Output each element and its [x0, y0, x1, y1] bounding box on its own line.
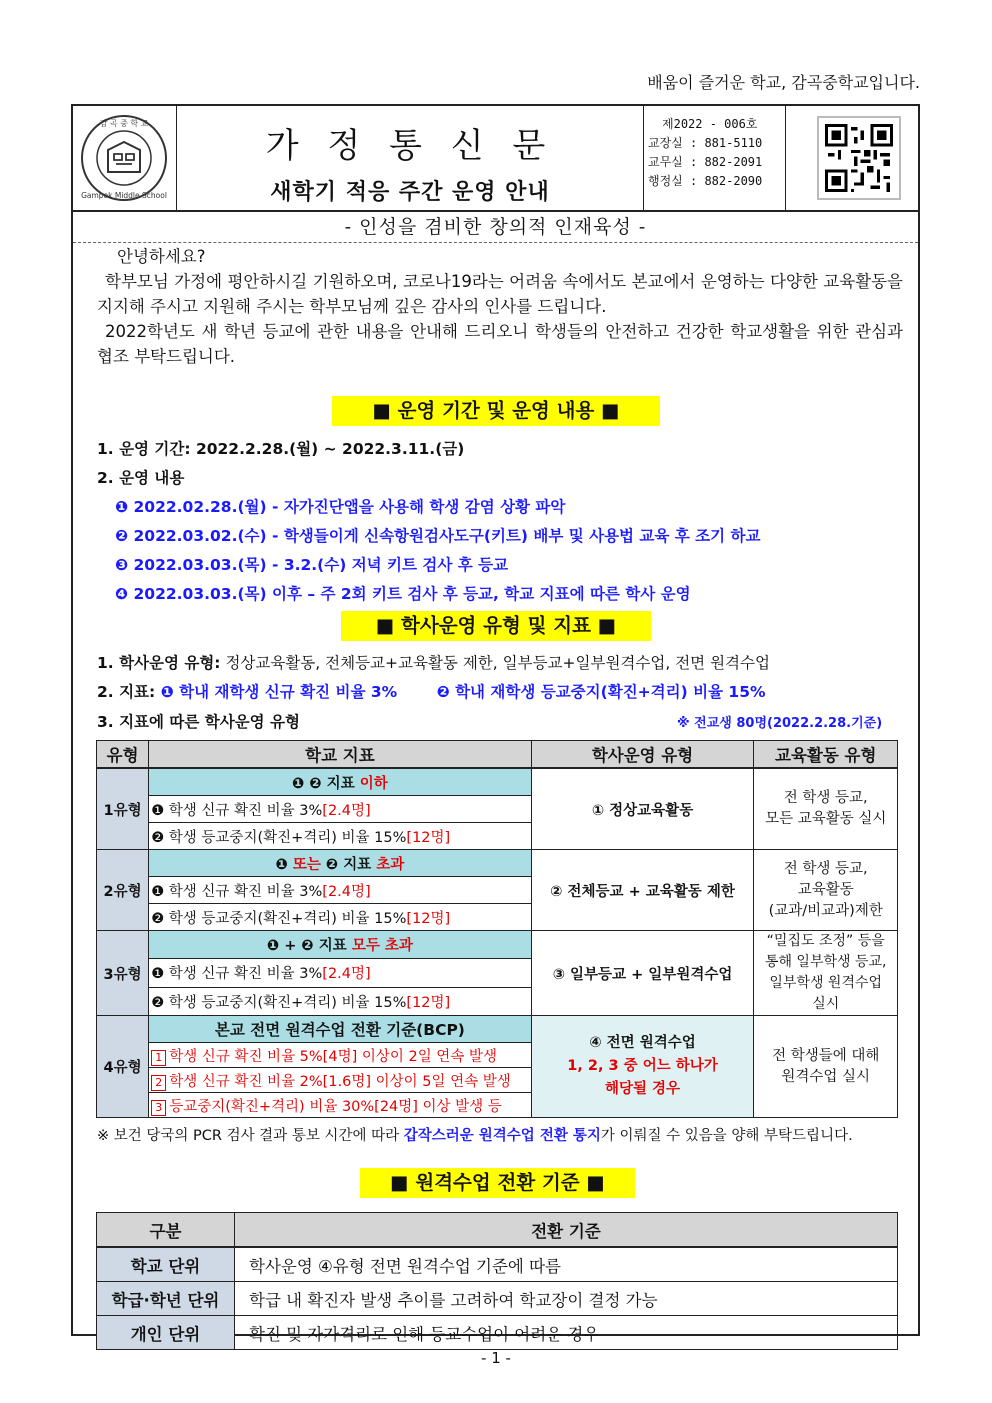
table-row: [97, 1016, 898, 1043]
section-title-period: ■ 운영 기간 및 운영 내용 ■: [332, 396, 660, 426]
indicator-label: 2. 지표:: [97, 683, 156, 701]
table-row: [97, 1282, 898, 1316]
condition-head: ❶ 또는 ❷ 지표 초과: [149, 850, 531, 877]
activity-cell: “밀집도 조정” 등을 통해 일부학생 등교, 일부학생 원격수업 실시: [754, 931, 898, 1016]
notice-text: ※ 보건 당국의 PCR 검사 결과 통보 시간에 따라 갑작스러운 원격수업 전환 통지가 이뤄질 수 있음을 양해 부탁드립니다.: [97, 1128, 853, 1144]
condition-2: ❷ 학생 등교중지(확진+격리) 비율 15%[12명]: [149, 823, 531, 850]
criteria-value: 확진 및 자가격리로 인해 등교수업이 어려운 경우: [235, 1316, 898, 1350]
operation-period: 1. 운영 기간: 2022.2.28.(월) ~ 2022.3.11.(금): [97, 440, 465, 458]
th-operation: 학사운영 유형: [531, 741, 754, 769]
condition-head: 본교 전면 원격수업 전환 기준(BCP): [149, 1016, 531, 1043]
content-item-1: ❶ 2022.02.28.(월) - 자가진단앱을 사용해 학생 감염 상황 파악: [115, 498, 566, 516]
criteria-key: 학급·학년 단위: [97, 1282, 235, 1316]
content-item-3: ❸ 2022.03.03.(목) - 3.2.(수) 저녁 키트 검사 후 등교: [115, 556, 509, 574]
th-criteria: 전환 기준: [235, 1213, 898, 1248]
newsletter-subtitle: 새학기 적응 주간 운영 안내: [270, 179, 550, 205]
operation-types-label: 1. 학사운영 유형:: [97, 654, 221, 672]
table-header-row: [97, 741, 898, 769]
operation-types: [97, 651, 770, 673]
school-logo-icon: [80, 114, 168, 202]
newsletter-frame: [71, 104, 920, 1344]
condition-1: ❶ 학생 신규 확진 비율 3%[2.4명]: [149, 877, 531, 904]
bcp-condition-3: 3 등교중지(확진+격리) 비율 30%[24명] 이상 발생 등: [149, 1093, 531, 1118]
indicator-1: ❶ 학내 재학생 신규 확진 비율 3%: [160, 683, 398, 701]
newsletter-header: [73, 106, 918, 212]
section-title-types: ■ 학사운영 유형 및 지표 ■: [341, 611, 651, 641]
condition-1: ❶ 학생 신규 확진 비율 3%[2.4명]: [149, 796, 531, 823]
contact-admin: 행정실 : 882-2090: [648, 174, 763, 188]
section-title-remote: ■ 원격수업 전환 기준 ■: [360, 1168, 635, 1198]
table-row: [97, 1247, 898, 1282]
issue-number: 제2022 - 006호: [662, 117, 758, 131]
type-cell: 2유형: [97, 850, 149, 931]
table-label: 3. 지표에 따른 학사운영 유형: [97, 713, 300, 731]
contact-info: [644, 106, 786, 210]
operation-cell: ③ 일부등교 + 일부원격수업: [531, 931, 754, 1016]
activity-cell: 전 학생 등교, 교육활동 (교과/비교과)제한: [754, 850, 898, 931]
intro-text: [97, 244, 903, 369]
svg-text:감 곡 중 학 교: 감 곡 중 학 교: [99, 119, 149, 128]
operation-cell: ④ 전면 원격수업 1, 2, 3 중 어느 하나가 해당될 경우: [531, 1016, 754, 1118]
table-header-row: [97, 1213, 898, 1248]
school-tagline: 배움이 즐거운 학교, 감곡중학교입니다.: [647, 73, 920, 92]
table-row: [97, 850, 898, 877]
content-item-4: ❹ 2022.03.03.(목) 이후 – 주 2회 키트 검사 후 등교, 학교 지표에 따른 학사 운영: [115, 585, 691, 603]
activity-cell: 전 학생 등교, 모든 교육활동 실시: [754, 768, 898, 850]
operation-types-value: 정상교육활동, 전체등교+교육활동 제한, 일부등교+일부원격수업, 전면 원격수업: [220, 654, 770, 672]
th-activity: 교육활동 유형: [754, 741, 898, 769]
type-cell: 3유형: [97, 931, 149, 1016]
bcp-condition-2: 2 학생 신규 확진 비율 2%[1.6명] 이상이 5일 연속 발생: [149, 1068, 531, 1093]
indicators: [97, 680, 766, 702]
table-row: [97, 931, 898, 959]
indicator-2: ❷ 학내 재학생 등교중지(확진+격리) 비율 15%: [436, 683, 766, 701]
content-item-2: ❷ 2022.03.02.(수) - 학생들이게 신속항원검사도구(키트) 배부 및 사용법 교육 후 조기 하교: [115, 527, 761, 545]
condition-head: ❶ + ❷ 지표 모두 초과: [149, 931, 531, 959]
th-type: 유형: [97, 741, 149, 769]
intro-paragraph-1: 학부모님 가정에 평안하시길 기원하오며, 코로나19라는 어려움 속에서도 본교에서 운영하는 다양한 교육활동을 지지해 주시고 지원해 주시는 학부모님께 깊은 감사의 인사를 드립니다.: [97, 272, 903, 316]
criteria-key: 학교 단위: [97, 1247, 235, 1282]
criteria-value: 학급 내 확진자 발생 추이를 고려하여 학교장이 결정 가능: [235, 1282, 898, 1316]
title-cell: [177, 106, 644, 210]
th-category: 구분: [97, 1213, 235, 1248]
condition-1: ❶ 학생 신규 확진 비율 3%[2.4명]: [149, 959, 531, 987]
criteria-value: 학사운영 ④유형 전면 원격수업 기준에 따름: [235, 1247, 898, 1282]
school-motto: - 인성을 겸비한 창의적 인재육성 -: [73, 212, 918, 243]
contact-principal: 교장실 : 881-5110: [648, 136, 763, 150]
table-note: ※ 전교생 80명(2022.2.28.기준): [677, 716, 883, 731]
type-cell: 4유형: [97, 1016, 149, 1118]
table-row: [97, 768, 898, 796]
bcp-condition-1: 1 학생 신규 확진 비율 5%[4명] 이상이 2일 연속 발생: [149, 1043, 531, 1068]
newsletter-title: 가 정 통 신 문: [265, 126, 555, 166]
intro-paragraph-2: 2022학년도 새 학년 등교에 관한 내용을 안내해 드리오니 학생들의 안전하고 건강한 학교생활을 위한 관심과 협조 부탁드립니다.: [97, 322, 903, 366]
svg-text:Gampok Middle School: Gampok Middle School: [81, 191, 167, 200]
condition-2: ❷ 학생 등교중지(확진+격리) 비율 15%[12명]: [149, 904, 531, 931]
activity-cell: 전 학생들에 대해 원격수업 실시: [754, 1016, 898, 1118]
qr-cell: [787, 106, 918, 210]
operation-content-label: 2. 운영 내용: [97, 469, 185, 487]
logo-cell: [73, 106, 177, 210]
table-row: [97, 1316, 898, 1350]
operation-cell: ② 전체등교 + 교육활동 제한: [531, 850, 754, 931]
criteria-key: 개인 단위: [97, 1316, 235, 1350]
remote-criteria-table: [96, 1212, 898, 1350]
condition-head: ❶ ❷ 지표 이하: [149, 768, 531, 796]
type-cell: 1유형: [97, 768, 149, 850]
qr-code-icon[interactable]: [817, 116, 901, 200]
condition-2: ❷ 학생 등교중지(확진+격리) 비율 15%[12명]: [149, 987, 531, 1015]
operation-type-table: [96, 740, 898, 1118]
greeting: 안녕하세요?: [117, 247, 206, 266]
contact-academic: 교무실 : 882-2091: [648, 155, 763, 169]
operation-cell: ① 정상교육활동: [531, 768, 754, 850]
page-number: - 1 -: [481, 1349, 511, 1367]
th-indicator: 학교 지표: [149, 741, 531, 769]
